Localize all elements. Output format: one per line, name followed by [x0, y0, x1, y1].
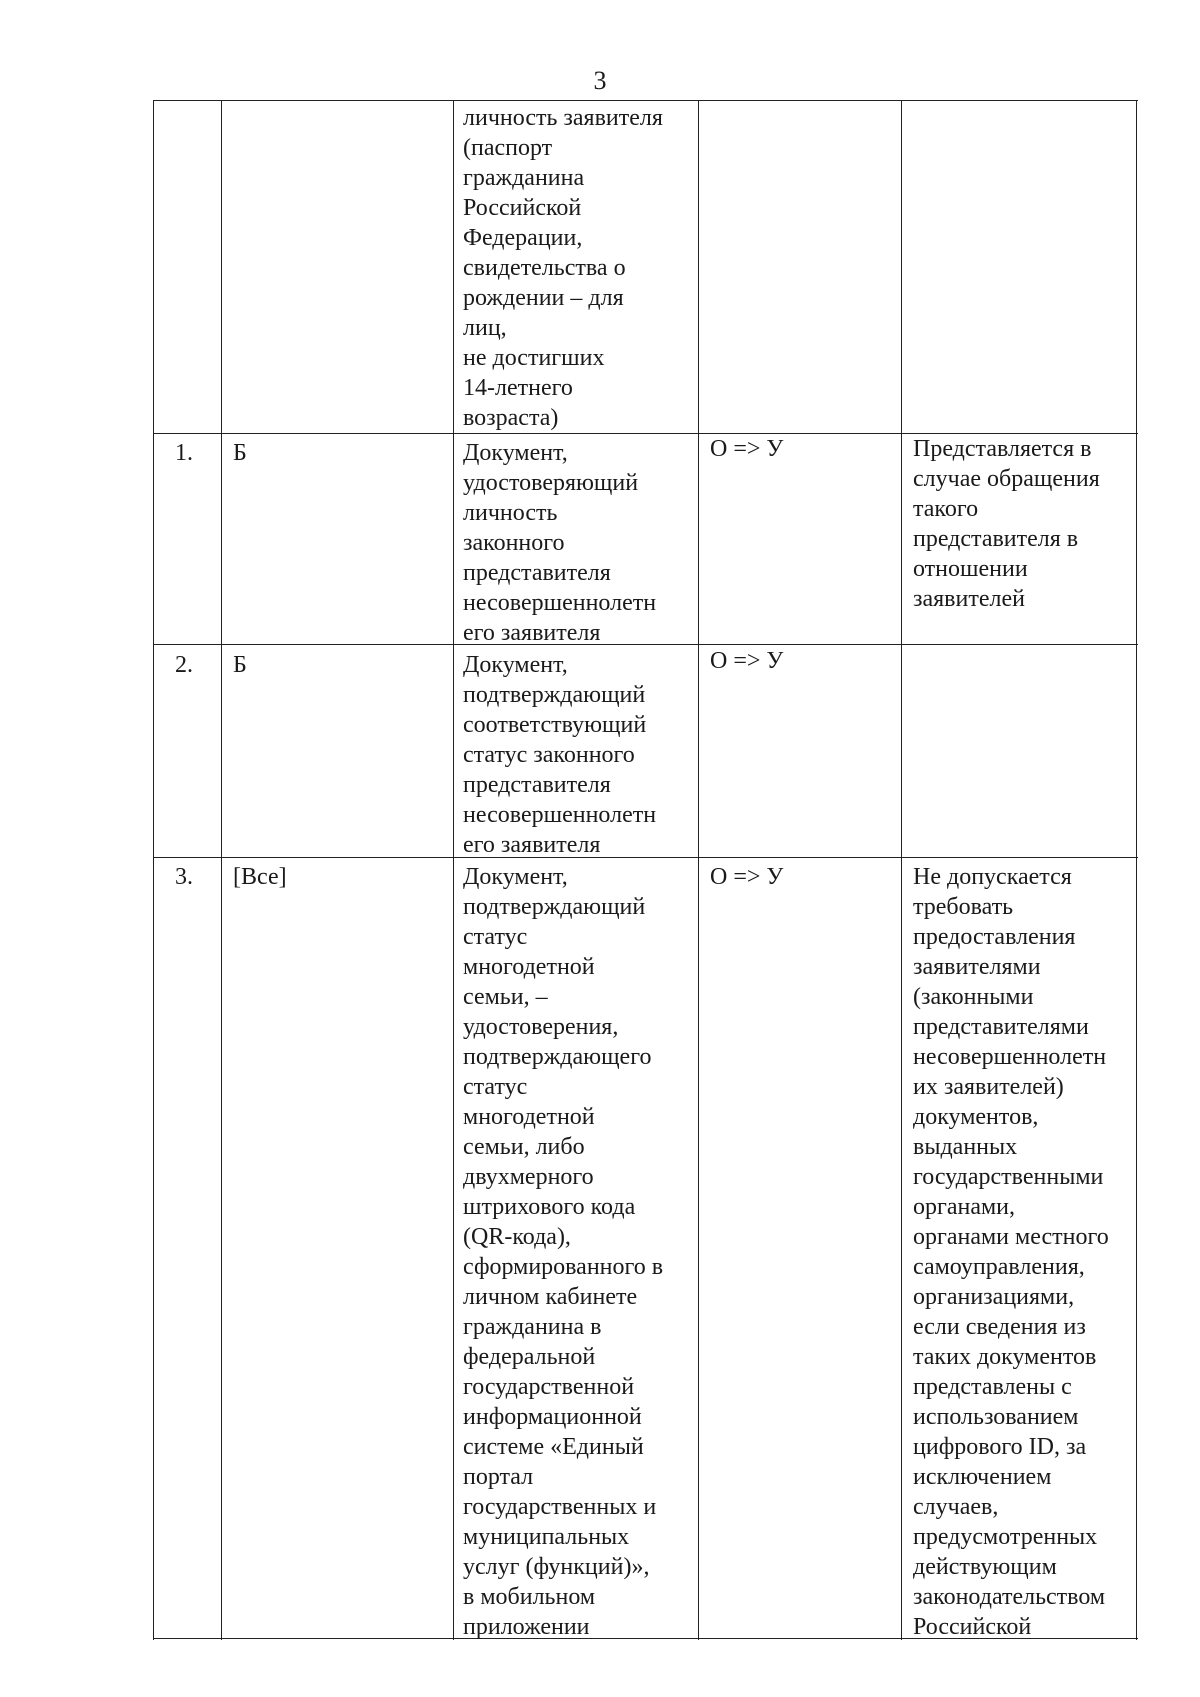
type-cell: О => У [710, 864, 784, 890]
note-cell: Представляется в случае обращения такого представителя в отношении заявителей [913, 436, 1100, 612]
table-row [153, 433, 1138, 644]
row-number-cell: 3. [175, 864, 193, 890]
page-number: 3 [593, 66, 607, 95]
category-cell: Б [233, 652, 247, 678]
row-number-cell: 2. [175, 652, 193, 678]
document-table [153, 100, 1138, 1640]
document-cell: Документ, подтверждающий соответствующий статус законного представителя несовершеннолетн его заявителя [463, 652, 657, 858]
document-cell: Документ, подтверждающий статус многодетной семьи, – удостоверения, подтверждающего статус многодетной семьи, либо двухмерного штрихового кода (QR-кода), сформированного в личном кабинете гражданина в федеральной государственной информационной системе «Единый портал государственных и муниципальных услуг (функций)», в мобильном приложении [463, 864, 664, 1640]
category-cell: [Все] [233, 864, 287, 890]
table-row [153, 100, 1138, 433]
document-cell: личность заявителя (паспорт гражданина Российской Федерации, свидетельства о рождении – для лиц, не достигших 14-летнего возраста) [463, 105, 663, 431]
document-cell: Документ, удостоверяющий личность законного представителя несовершеннолетн его заявителя [463, 440, 657, 646]
type-cell: О => У [710, 648, 784, 674]
category-cell: Б [233, 440, 247, 466]
table-row [153, 644, 1138, 857]
table-row [153, 857, 1138, 1638]
type-cell: О => У [710, 436, 784, 462]
row-number-cell: 1. [175, 440, 193, 466]
note-cell: Не допускается требовать предоставления заявителями (законными представителями несовершеннолетн их заявителей) документов, выданных государственными органами, органами местного самоуправления, организациями, если сведения из таких документов представлены с использованием цифрового ID, за исключением случаев, предусмотренных действующим законодательством Российской [913, 864, 1109, 1640]
